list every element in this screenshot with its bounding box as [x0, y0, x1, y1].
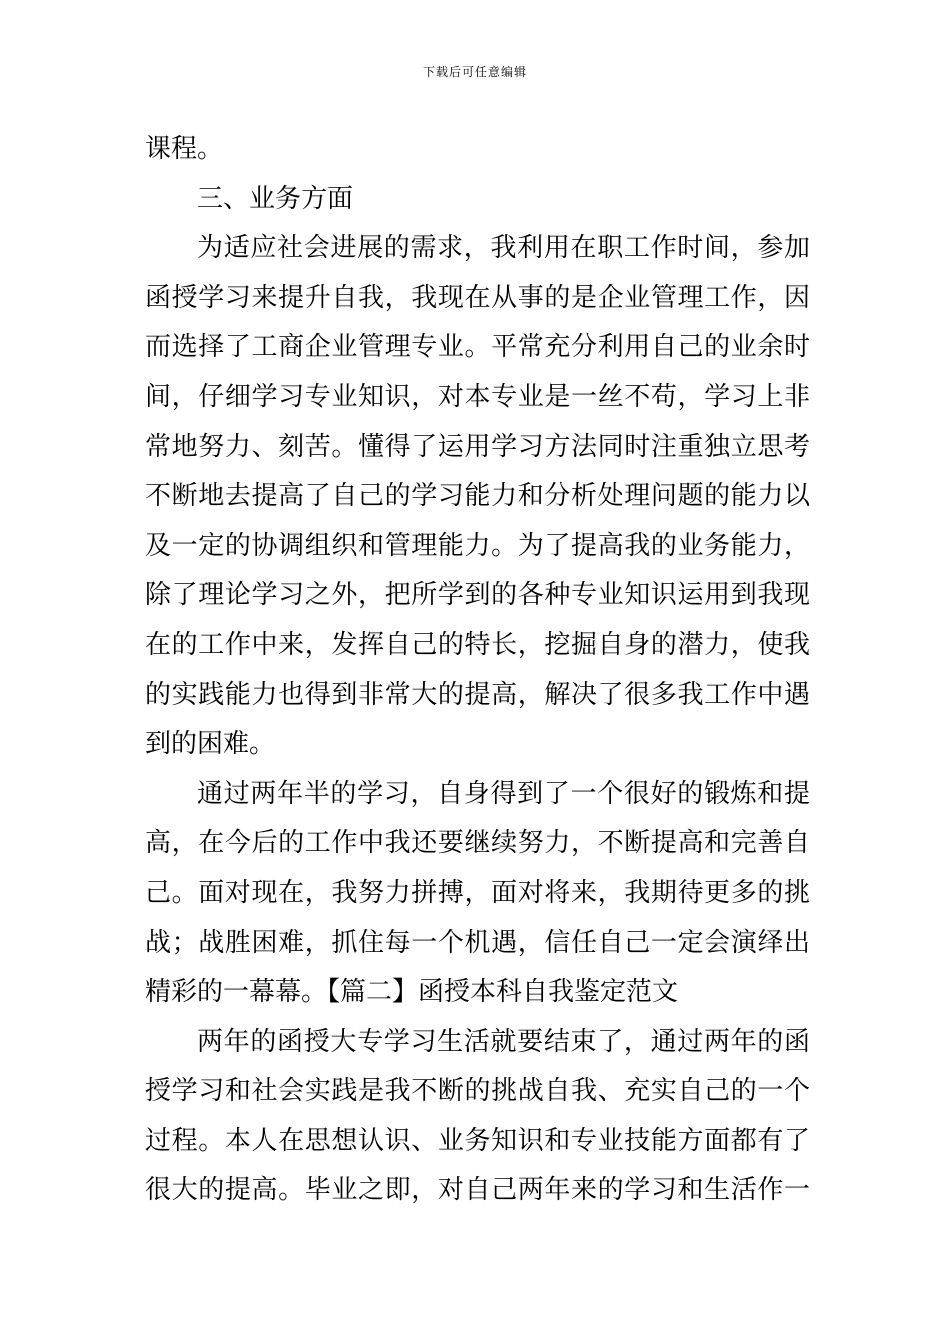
text-line: 在的工作中来，发挥自己的特长，挖掘自身的潜力，使我 [145, 629, 810, 660]
text-line: 函授学习来提升自我，我现在从事的是企业管理工作，因 [145, 282, 810, 313]
text-line: 课程。 [145, 134, 224, 164]
text-line: 很大的提高。毕业之即，对自己两年来的学习和生活作一 [145, 1175, 810, 1206]
text-line: 到的困难。 [145, 729, 276, 760]
text-line: 及一定的协调组织和管理能力。为了提高我的业务能力， [145, 530, 810, 561]
text-line: 战；战胜困难，抓住每一个机遇，信任自己一定会演绎出 [145, 927, 810, 958]
text-line: 高，在今后的工作中我还要继续努力，不断提高和完善自 [145, 828, 810, 859]
text-line: 两年的函授大专学习生活就要结束了，通过两年的函 [197, 1026, 810, 1057]
text-line: 过程。本人在思想认识、业务知识和专业技能方面都有了 [145, 1125, 810, 1156]
text-line: 授学习和社会实践是我不断的挑战自我、充实自己的一个 [145, 1076, 810, 1107]
text-line: 己。面对现在，我努力拼搏，面对将来，我期待更多的挑 [145, 877, 810, 908]
page-header: 下载后可任意编辑 [422, 65, 527, 79]
text-line: 精彩的一幕幕。【篇二】函授本科自我鉴定范文 [145, 977, 679, 1008]
text-line: 不断地去提高了自己的学习能力和分析处理问题的能力以 [145, 481, 810, 512]
text-line: 三、业务方面 [197, 183, 354, 214]
text-line: 通过两年半的学习，自身得到了一个很好的锻炼和提 [197, 778, 810, 809]
document-body [145, 125, 810, 1216]
text-line: 间，仔细学习专业知识，对本专业是一丝不苟，学习上非 [145, 381, 810, 412]
text-line: 而选择了工商企业管理专业。平常充分利用自己的业余时 [145, 332, 810, 363]
text-line: 常地努力、刻苦。懂得了运用学习方法同时注重独立思考 [145, 431, 810, 462]
text-line: 为适应社会进展的需求，我利用在职工作时间，参加 [197, 233, 810, 264]
text-line: 的实践能力也得到非常大的提高，解决了很多我工作中遇 [145, 679, 810, 710]
text-line: 除了理论学习之外，把所学到的各种专业知识运用到我现 [145, 580, 810, 611]
